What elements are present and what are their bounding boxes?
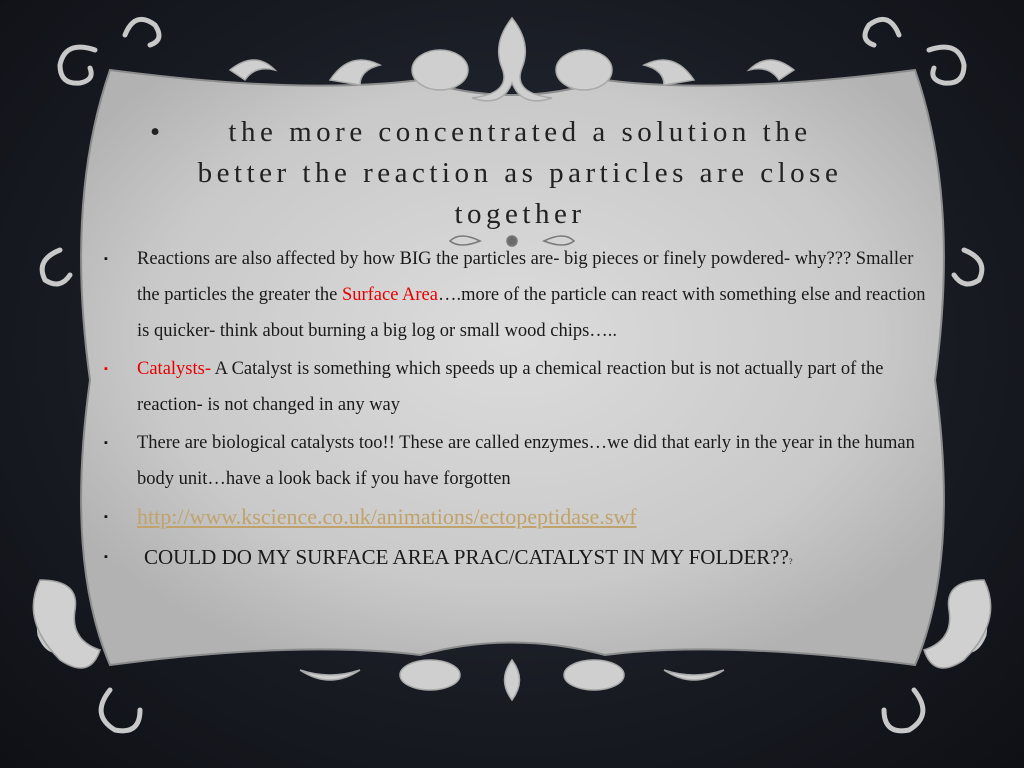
catalysts-highlight: Catalysts- bbox=[137, 359, 211, 379]
title-text: the more concentrated a solution the better the reaction as particles are close together bbox=[197, 116, 843, 230]
list-item bbox=[104, 539, 930, 580]
item-text: There are biological catalysts too!! These are called enzymes…we did that early in the year in the human body unit…have a look back if you have forgotten bbox=[137, 433, 915, 489]
bullet-list bbox=[104, 241, 930, 582]
item-text: Reactions are also affected by how BIG the particles are- big pieces or finely powdered- why??? Smaller the particles the greater the bbox=[137, 249, 914, 305]
bullet-marker: ▪ bbox=[104, 253, 108, 265]
surface-area-highlight: Surface Area bbox=[341, 285, 438, 305]
bullet-marker: ▪ bbox=[104, 551, 108, 563]
item-text: COULD DO MY SURFACE AREA PRAC/CATALYST IN MY FOLDER?? bbox=[144, 545, 789, 569]
title-bullet: • bbox=[150, 116, 165, 148]
list-item bbox=[104, 499, 930, 537]
item-text: A Catalyst is something which speeds up a chemical reaction but is not actually part of the reaction- is not changed in any way bbox=[137, 359, 884, 415]
bullet-marker: ▪ bbox=[104, 363, 108, 375]
bottom-ornament bbox=[300, 660, 724, 700]
slide-title bbox=[150, 112, 850, 235]
animation-link[interactable]: http://www.kscience.co.uk/animations/ectopeptidase.swf bbox=[137, 504, 637, 529]
list-item bbox=[104, 241, 930, 349]
list-item bbox=[104, 425, 930, 497]
item-text-continued: ….more of the particle can react with something else and reaction is quicker- think about burning a big log or small wood chips….. bbox=[137, 285, 926, 341]
bullet-marker: ▪ bbox=[104, 511, 108, 523]
item-suffix: ? bbox=[788, 557, 793, 566]
list-item bbox=[104, 351, 930, 423]
bullet-marker: ▪ bbox=[104, 437, 108, 449]
